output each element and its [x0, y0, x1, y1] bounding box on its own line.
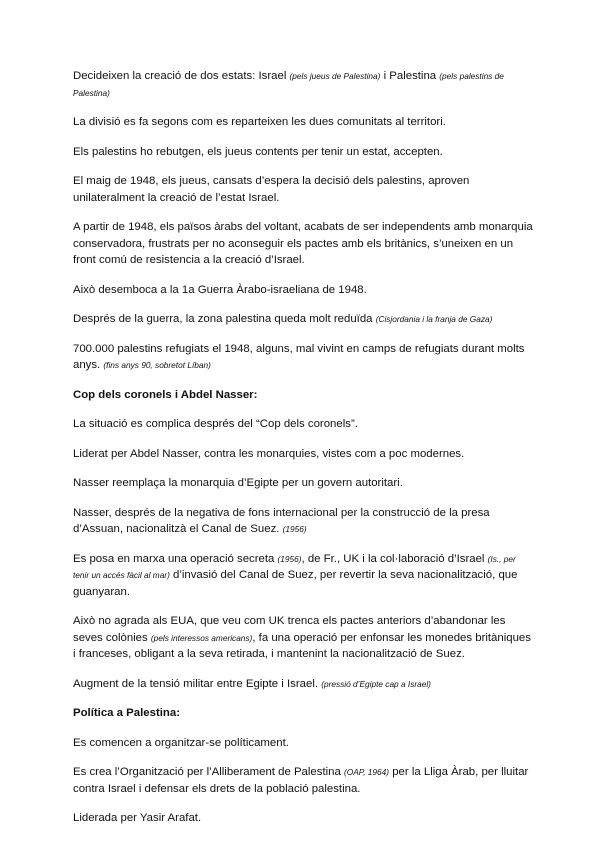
note: (OAP, 1964) [343, 767, 390, 777]
paragraph-plo: Es crea l’Organització per l’Alliberament de Palestina (OAP, 1964) per la Lliga Àrab, per lluitar contra Israel i defensar els drets de la població palestina. [73, 766, 529, 795]
paragraph-refugees: 700.000 palestins refugiats el 1948, alguns, mal vivint en camps de refugiats durant molts anys. (fins anys 90, sobretot Líban) [73, 342, 525, 371]
note: (pressió d’Egipte cap a Israel) [321, 678, 431, 689]
paragraph-may-1948: El maig de 1948, els jueus, cansats d’espera la decisió dels palestins, aproven unilateralment la creació de l’estat Israel. [73, 175, 470, 204]
paragraph-suez-nationalization: Nasser, després de la negativa de fons internacional per la construcció de la presa d’Assuan, nacionalitzà el Canal de Suez. (1956) [73, 506, 490, 535]
paragraph-two-states: Decideixen la creació de dos estats: Israel (pels jueus de Palestina) i Palestina (pels palestins de Palestina) [73, 70, 504, 98]
note: (1956) [277, 553, 302, 564]
paragraph-secret-operation: Es posa en marxa una operació secreta (1956), de Fr., UK i la col·laboració d’Israel (Is., per tenir un accés fàcil al mar) d’invasió del Canal de Suez, per revertir la seva nacionalització, que guanyaran. [73, 552, 518, 598]
section-heading-palestine-politics: Política a Palestina: [73, 707, 180, 719]
document-page [73, 68, 533, 840]
note: (Cisjordania i la franja de Gaza) [375, 314, 493, 324]
paragraph-reaction: Els palestins ho rebutgen, els jueus contents per tenir un estat, accepten. [73, 145, 443, 158]
paragraph-military-tension: Augment de la tensió militar entre Egipte i Israel. (pressió d’Egipte cap a Israel) [73, 677, 431, 690]
paragraph-organize: Es comencen a organitzar-se políticament. [73, 736, 289, 749]
paragraph-usa-reaction: Això no agrada als EUA, que veu com UK trenca els pactes anteriors d’abandonar les seves colònies (pels interessos americans), fa una operació per enfonsar les monedes britàniques i franceses, obligant a la seva retirada, i mantenint la nacionalització de Suez. [73, 615, 531, 660]
paragraph-arab-front: A partir de 1948, els països àrabs del voltant, acabats de ser independents amb monarquia conservadora, frustrats per no aconseguir els pactes amb els britànics, s’uneixen en un front comú de resistencia a la creació d’Israel. [73, 221, 533, 266]
paragraph-authoritarian: Nasser reemplaça la monarquia d’Egipte per un govern autoritari. [73, 477, 403, 489]
note: (Is., per tenir un accés fàcil al mar) [73, 553, 516, 580]
paragraph-coup: La situació es complica després del “Cop dels coronels”. [73, 418, 358, 430]
note: (pels interessos americans) [150, 632, 253, 643]
note: (pels jueus de Palestina) [289, 71, 381, 81]
paragraph-after-war: Després de la guerra, la zona palestina queda molt reduïda (Cisjordania i la franja de Gaza) [73, 313, 493, 325]
section-heading-nasser: Cop dels coronels i Abdel Nasser: [73, 388, 258, 401]
paragraph-division: La divisió es fa segons com es reparteixen les dues comunitats al territori. [73, 116, 446, 128]
paragraph-arafat: Liderada per Yasir Arafat. [73, 812, 202, 824]
note: (1956) [282, 524, 307, 534]
note: (pels palestins de Palestina) [73, 71, 504, 98]
note: (fins anys 90, sobretot Líban) [103, 360, 211, 370]
paragraph-led-by-nasser: Liderat per Abdel Nasser, contra les monarquies, vistes com a poc modernes. [73, 447, 465, 460]
paragraph-first-war: Això desemboca a la 1a Guerra Àrabo-israeliana de 1948. [73, 283, 367, 296]
